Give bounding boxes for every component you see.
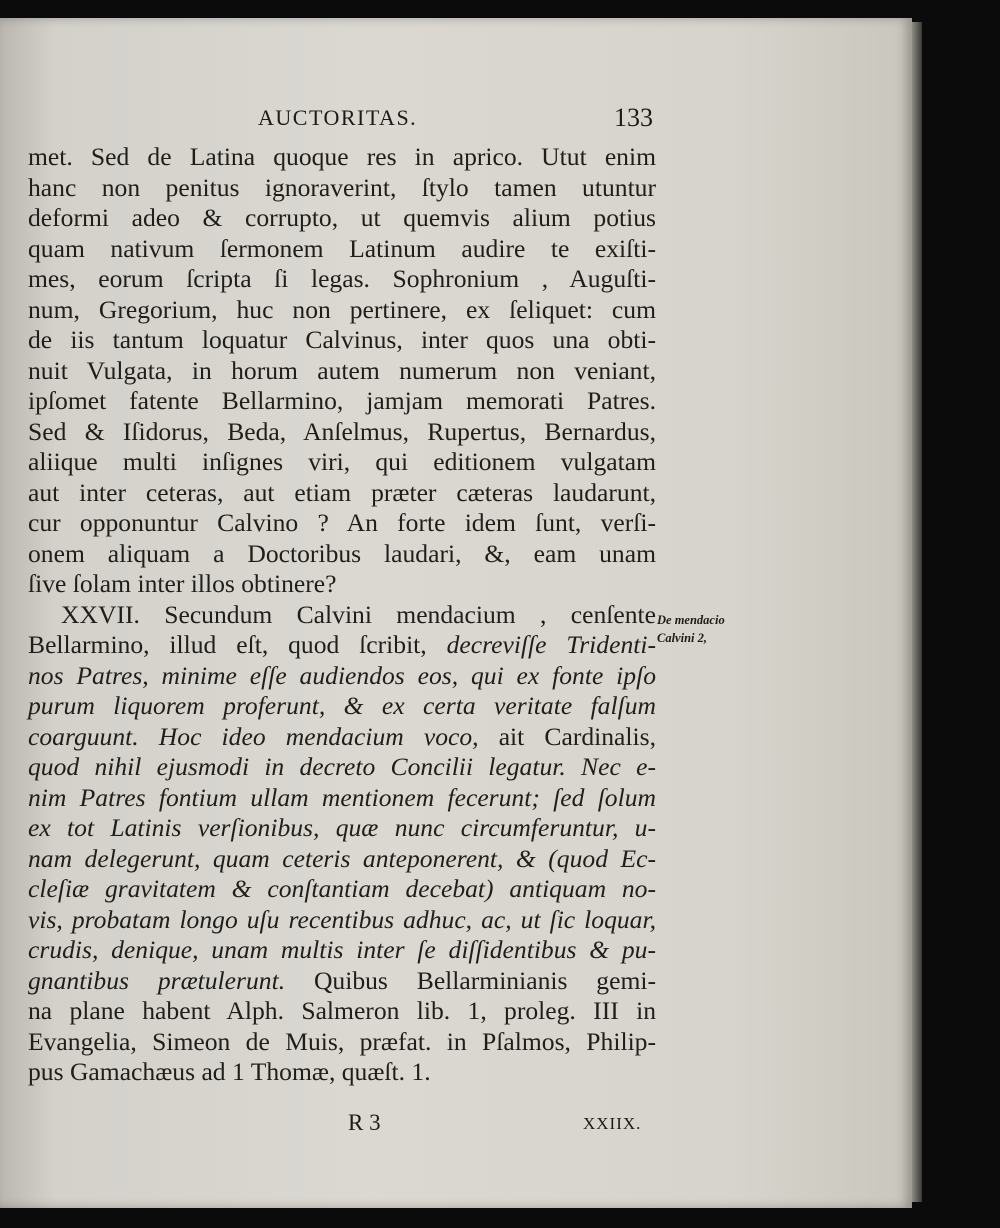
- text-line: [28, 966, 656, 997]
- roman-text: num, Gregorium, huc non pertinere, ex ſeliquet: cum: [28, 294, 656, 324]
- page-edge: [912, 22, 922, 1202]
- italic-text: nam delegerunt, quam ceteris anteponerent, & (quod Ec-: [28, 843, 656, 873]
- text-line: [28, 356, 656, 387]
- italic-text: nos Patres, minime eſſe audiendos eos, qui ex fonte ipſo: [28, 660, 656, 690]
- text-line: [28, 234, 656, 265]
- text-line: [28, 1027, 656, 1058]
- text-line: [28, 386, 656, 417]
- italic-text: gnantibus prætulerunt.: [28, 965, 286, 995]
- text-line: [28, 874, 656, 905]
- text-line: [28, 691, 656, 722]
- text-line: [28, 600, 656, 631]
- text-line: [28, 844, 656, 875]
- marginal-note-line: De mendacio: [657, 613, 725, 627]
- italic-text: decreviſſe Tridenti-: [446, 630, 656, 659]
- roman-text: pus Gamachæus ad 1 Thomæ, quæſt. 1.: [28, 1057, 431, 1086]
- page-header: [258, 103, 653, 133]
- marginal-note-line: Calvini 2,: [657, 631, 708, 645]
- roman-text: na plane habent Alph. Salmeron lib. 1, proleg. III in: [28, 996, 656, 1025]
- text-line: [28, 173, 656, 204]
- text-line: [28, 203, 656, 234]
- text-line: [28, 447, 656, 478]
- roman-text: aliique multi inſignes viri, qui editionem vulgatam: [28, 447, 656, 476]
- roman-text: mes, eorum ſcripta ſi legas. Sophronium , Auguſti-: [28, 264, 656, 293]
- text-line: [28, 539, 656, 570]
- roman-text: Sed & Iſidorus, Beda, Anſelmus, Rupertus, Bernardus,: [28, 416, 656, 446]
- roman-text: quam nativum ſermonem Latinum audire te exiſti-: [28, 233, 656, 263]
- text-line: [28, 996, 656, 1027]
- roman-text: Evangelia, Simeon de Muis, præfat. in Pſalmos, Philip-: [28, 1026, 656, 1056]
- roman-text: nuit Vulgata, in horum autem numerum non veniant,: [28, 355, 656, 385]
- text-line: [28, 142, 656, 173]
- text-line: [28, 935, 656, 966]
- marginal-note: [657, 611, 777, 647]
- main-text: [28, 142, 656, 1088]
- italic-text: nim Patres fontium ullam mentionem fecerunt; ſed ſolum: [28, 782, 656, 812]
- text-line: [28, 813, 656, 844]
- text-line: [28, 752, 656, 783]
- roman-text: Quibus Bellarminianis gemi-: [285, 965, 656, 995]
- italic-text: coarguunt. Hoc ideo mendacium voco,: [28, 721, 499, 751]
- text-line: [28, 630, 656, 661]
- text-line: [28, 1057, 656, 1088]
- text-line: [28, 325, 656, 356]
- roman-text: XXVII. Secundum Calvini mendacium , cenſente: [61, 599, 656, 629]
- text-line: [28, 722, 656, 753]
- roman-text: hanc non penitus ignoraverint, ſtylo tamen utuntur: [28, 172, 656, 202]
- roman-text: cur opponuntur Calvino ? An forte idem ſunt, verſi-: [28, 508, 656, 537]
- text-line: [28, 478, 656, 509]
- italic-text: cleſiæ gravitatem & conſtantiam decebat) antiquam no-: [28, 874, 656, 903]
- roman-text: ait Cardinalis,: [498, 721, 656, 751]
- roman-text: de iis tantum loquatur Calvinus, inter quos una obti-: [28, 325, 656, 354]
- roman-text: met. Sed de Latina quoque res in aprico. Utut enim: [28, 142, 656, 171]
- roman-text: onem aliquam a Doctoribus laudari, &, eam unam: [28, 538, 656, 568]
- text-line: [28, 905, 656, 936]
- signature-mark: R 3: [348, 1110, 381, 1135]
- text-line: [28, 264, 656, 295]
- roman-text: aut inter ceteras, aut etiam præter cæteras laudarunt,: [28, 477, 656, 507]
- italic-text: quod nihil ejusmodi in decreto Concilii legatur. Nec e-: [28, 752, 656, 781]
- running-title: AUCTORITAS.: [258, 105, 418, 130]
- roman-text: ipſomet fatente Bellarmino, jamjam memorati Patres.: [28, 386, 656, 415]
- roman-text: ſive ſolam inter illos obtinere?: [28, 569, 337, 598]
- roman-text: deformi adeo & corrupto, ut quemvis alium potius: [28, 203, 656, 232]
- text-line: [28, 508, 656, 539]
- page-number: 133: [614, 103, 653, 132]
- page-footer: [0, 1110, 1000, 1140]
- roman-text: Bellarmino, illud eſt, quod ſcribit,: [28, 630, 447, 659]
- catchword: XXIIX.: [583, 1114, 642, 1133]
- italic-text: ex tot Latinis verſionibus, quæ nunc circumferuntur, u-: [28, 813, 656, 842]
- text-line: [28, 417, 656, 448]
- text-line: [28, 661, 656, 692]
- text-line: [28, 783, 656, 814]
- text-line: [28, 569, 656, 600]
- italic-text: vis, probatam longo uſu recentibus adhuc, ac, ut ſic loquar,: [28, 904, 656, 934]
- italic-text: crudis, denique, unam multis inter ſe diſſidentibus & pu-: [28, 935, 656, 964]
- italic-text: purum liquorem proferunt, & ex certa veritate falſum: [28, 691, 656, 720]
- text-line: [28, 295, 656, 326]
